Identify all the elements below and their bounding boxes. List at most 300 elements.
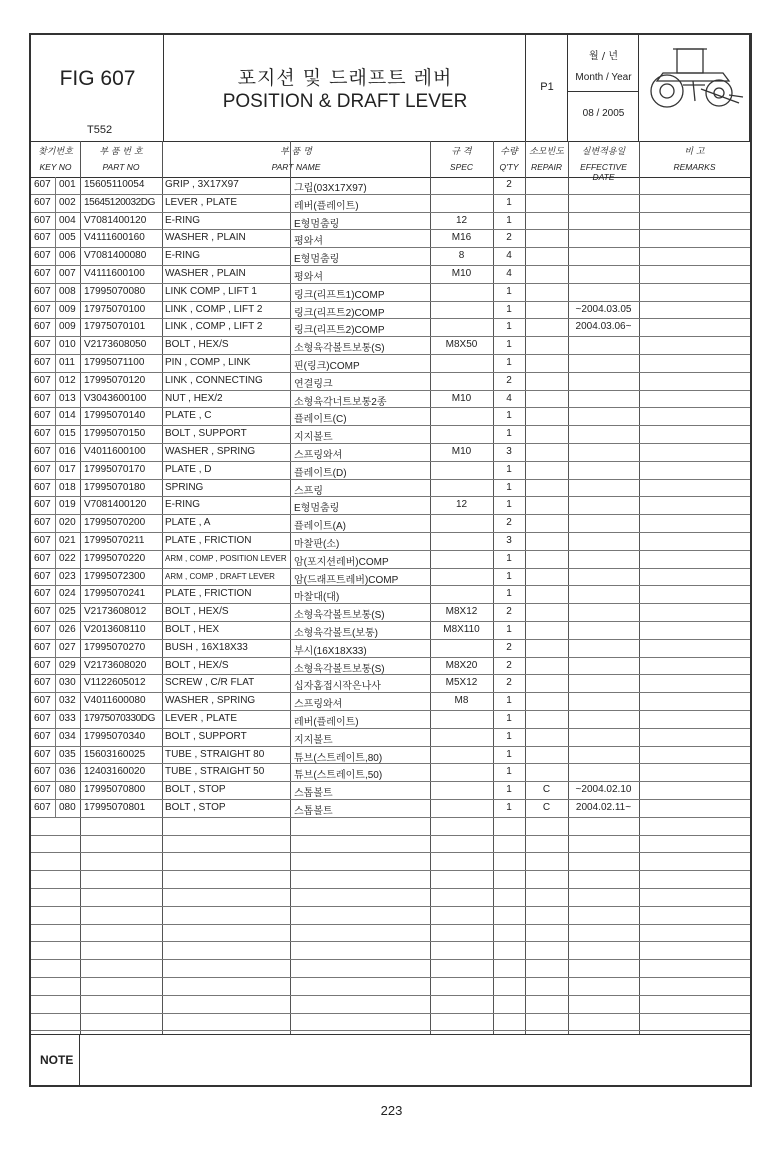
cell-ko: 암(포지션레버)COMP	[294, 556, 389, 568]
cell-name: BOLT , STOP	[165, 784, 226, 796]
cell-ko: 마찰대(대)	[294, 592, 340, 604]
col-eff-ko: 실변적용일	[581, 147, 626, 157]
table-row	[31, 248, 750, 266]
cell-name: TUBE , STRAIGHT 80	[165, 748, 265, 760]
cell-part: 17995072300	[84, 570, 146, 582]
table-row	[31, 711, 750, 729]
cell-name: BUSH , 16X18X33	[165, 641, 248, 653]
fig-number: FIG 607	[59, 67, 136, 90]
table-row	[31, 729, 750, 747]
cell-name: PLATE , FRICTION	[165, 588, 252, 600]
cell-ko: 지지볼트	[294, 734, 333, 746]
table-row	[31, 480, 750, 498]
cell-spec: M10	[451, 268, 472, 279]
empty-row	[31, 996, 750, 1014]
cell-ko: 그립(03X17X97)	[294, 183, 367, 194]
table-row	[31, 213, 750, 231]
cell-key: 005	[59, 232, 76, 244]
cell-key: 022	[59, 552, 76, 564]
cell-part: V2173608012	[84, 606, 147, 618]
cell-key: 001	[59, 179, 76, 190]
cell-key: 027	[59, 641, 76, 653]
table-row	[31, 640, 750, 658]
cell-part: 17995070241	[84, 588, 146, 600]
cell-qty: 1	[506, 695, 512, 707]
cell-fig: 607	[34, 321, 51, 333]
cell-spec: 8	[458, 250, 465, 262]
cell-name: BOLT , SUPPORT	[165, 730, 247, 742]
cell-key: 014	[59, 410, 76, 422]
cell-name: TUBE , STRAIGHT 50	[165, 766, 265, 778]
page-number: 223	[380, 1103, 403, 1118]
cell-key: 004	[59, 214, 76, 226]
cell-key: 024	[59, 588, 76, 600]
cell-name: LINK , CONNECTING	[165, 374, 263, 386]
cell-part: V3043600100	[84, 392, 147, 404]
col-repair-ko: 소모빈도	[529, 147, 564, 157]
cell-name: BOLT , SUPPORT	[165, 428, 247, 440]
cell-qty: 2	[506, 641, 512, 653]
cell-key: 029	[59, 659, 76, 671]
cell-fig: 607	[34, 748, 51, 760]
cell-fig: 607	[34, 374, 51, 386]
cell-qty: 1	[506, 214, 512, 226]
cell-qty: 1	[506, 463, 512, 475]
cell-ko: 평와셔	[294, 272, 323, 283]
empty-row	[31, 836, 750, 854]
cell-part: V4011600100	[84, 446, 146, 457]
cell-name: SCREW , C/R FLAT	[165, 677, 255, 689]
cell-key: 007	[59, 268, 76, 279]
cell-name: WASHER , SPRING	[165, 446, 256, 457]
col-part-en: PART NO	[102, 162, 140, 172]
cell-qty: 4	[506, 268, 512, 279]
cell-part: 17995070200	[84, 517, 146, 529]
title-english: POSITION & DRAFT LEVER	[222, 91, 468, 112]
cell-spec: M8X12	[445, 606, 478, 618]
cell-spec: M8X110	[443, 624, 480, 635]
page-label: P1	[540, 81, 554, 93]
cell-qty: 1	[506, 748, 512, 760]
cell-spec: M10	[451, 392, 472, 404]
col-rem-en: REMARKS	[673, 162, 716, 172]
cell-ko: 레버(플레이트)	[294, 717, 359, 728]
cell-name: BOLT , STOP	[165, 802, 226, 813]
date-label-english: Month / Year	[575, 72, 632, 83]
cell-spec: 12	[455, 214, 468, 226]
cell-fig: 607	[34, 285, 51, 297]
model-code: T552	[87, 124, 113, 136]
cell-part: 17995070140	[84, 410, 146, 422]
cell-key: 009	[59, 321, 76, 333]
cell-ko: 스톱볼트	[294, 806, 333, 817]
cell-part: 17995070220	[84, 552, 146, 564]
title-cell	[164, 35, 526, 141]
cell-key: 010	[59, 339, 76, 351]
date-value: 08 / 2005	[582, 108, 625, 119]
cell-fig: 607	[34, 535, 51, 546]
cell-key: 018	[59, 481, 76, 493]
cell-qty: 1	[506, 499, 512, 511]
table-row	[31, 408, 750, 426]
cell-key: 080	[59, 784, 76, 796]
title-korean: 포지션 및 드래프트 레버	[237, 67, 453, 89]
cell-qty: 2	[506, 179, 512, 190]
table-row	[31, 764, 750, 782]
cell-qty: 2	[506, 606, 512, 618]
cell-key: 020	[59, 517, 76, 529]
cell-part: V2173608020	[84, 659, 147, 671]
col-name-en: PART NAME	[271, 162, 321, 172]
parts-sheet	[29, 33, 752, 1087]
cell-qty: 1	[506, 552, 512, 564]
cell-ko: 소형육각너트보통2종	[294, 396, 387, 408]
cell-qty: 3	[506, 446, 512, 457]
cell-name: LINK COMP , LIFT 1	[165, 285, 257, 297]
cell-eff: 2004.02.11~	[575, 802, 632, 813]
cell-name: LINK , COMP , LIFT 2	[165, 303, 263, 315]
cell-key: 080	[59, 802, 76, 813]
cell-qty: 1	[506, 784, 512, 796]
cell-ko: 튜브(스트레이트,50)	[294, 770, 383, 782]
cell-name: ARM , COMP , POSITION LEVER	[165, 553, 287, 563]
cell-ko: 링크(리프트2)COMP	[294, 325, 385, 337]
cell-spec: M8X20	[445, 659, 478, 671]
cell-name: PIN , COMP , LINK	[165, 357, 251, 368]
cell-spec: 12	[455, 499, 468, 511]
cell-name: LEVER , PLATE	[165, 196, 238, 208]
cell-ko: 플레이트(C)	[294, 414, 347, 426]
cell-qty: 1	[506, 570, 512, 582]
cell-name: BOLT , HEX/S	[165, 659, 229, 671]
cell-part: V7081400120	[84, 499, 147, 511]
cell-ko: 소형육각볼트보통(S)	[294, 663, 385, 675]
table-row	[31, 284, 750, 302]
cell-part: V7081400080	[84, 250, 147, 262]
cell-fig: 607	[34, 624, 51, 635]
note-area	[31, 1034, 750, 1086]
cell-ko: E형멈춤링	[294, 503, 340, 515]
empty-row	[31, 907, 750, 925]
table-row	[31, 373, 750, 391]
cell-qty: 1	[506, 624, 512, 635]
cell-fig: 607	[34, 677, 51, 689]
table-row	[31, 586, 750, 604]
cell-qty: 1	[506, 410, 512, 422]
table-row	[31, 658, 750, 676]
cell-fig: 607	[34, 713, 51, 724]
cell-fig: 607	[34, 802, 51, 813]
empty-row	[31, 960, 750, 978]
cell-qty: 1	[506, 713, 512, 724]
tractor-image-cell	[639, 35, 750, 141]
cell-name: LEVER , PLATE	[165, 713, 238, 724]
cell-qty: 4	[506, 392, 512, 404]
cell-qty: 1	[506, 481, 512, 493]
cell-ko: 플레이트(A)	[294, 521, 346, 533]
cell-ko: 연결링크	[294, 378, 333, 390]
cell-part: 17995070801	[84, 802, 146, 813]
table-row	[31, 497, 750, 515]
cell-fig: 607	[34, 428, 51, 440]
cell-fig: 607	[34, 552, 51, 564]
cell-fig: 607	[34, 517, 51, 529]
cell-name: PLATE , D	[165, 463, 212, 475]
cell-spec: M16	[451, 232, 472, 244]
cell-eff: 2004.03.06~	[575, 321, 632, 333]
empty-row	[31, 853, 750, 871]
cell-part: V7081400120	[84, 214, 147, 226]
cell-qty: 3	[506, 535, 512, 546]
cell-part: V2173608050	[84, 339, 147, 351]
empty-row	[31, 1014, 750, 1032]
cell-key: 006	[59, 250, 76, 262]
cell-ko: 소형육각볼트(보통)	[294, 628, 378, 639]
cell-fig: 607	[34, 695, 51, 707]
table-row	[31, 426, 750, 444]
table-row	[31, 319, 750, 337]
cell-fig: 607	[34, 730, 51, 742]
cell-name: BOLT , HEX/S	[165, 606, 229, 618]
cell-name: WASHER , PLAIN	[165, 268, 246, 279]
col-rem-ko: 비 고	[684, 147, 705, 157]
cell-part: 17995070270	[84, 641, 146, 653]
cell-name: LINK , COMP , LIFT 2	[165, 321, 263, 333]
cell-part: 17995070150	[84, 428, 146, 440]
cell-part: V2013608110	[84, 624, 146, 635]
cell-ko: 소형육각볼트보통(S)	[294, 343, 385, 355]
cell-part: 17995070120	[84, 374, 146, 386]
table-row	[31, 355, 750, 373]
cell-qty: 1	[506, 802, 512, 813]
empty-row	[31, 942, 750, 960]
empty-row	[31, 978, 750, 996]
cell-qty: 2	[506, 659, 512, 671]
cell-fig: 607	[34, 481, 51, 493]
cell-ko: E형멈춤링	[294, 254, 340, 266]
cell-ko: 암(드래프트레버)COMP	[294, 574, 399, 586]
cell-key: 021	[59, 535, 76, 546]
cell-qty: 1	[506, 766, 512, 778]
column-headers	[31, 141, 750, 182]
cell-fig: 607	[34, 784, 51, 796]
cell-ko: 부시(16X18X33)	[294, 645, 367, 657]
table-row	[31, 604, 750, 622]
cell-qty: 2	[506, 517, 512, 529]
cell-fig: 607	[34, 303, 51, 315]
cell-part: 15603160025	[84, 748, 146, 760]
table-row	[31, 551, 750, 569]
cell-name: BOLT , HEX	[165, 624, 220, 635]
cell-key: 034	[59, 730, 76, 742]
col-key-en: KEY NO	[39, 162, 72, 172]
cell-qty: 1	[506, 196, 512, 208]
cell-qty: 1	[506, 339, 512, 351]
cell-ko: 링크(리프트2)COMP	[294, 307, 385, 319]
cell-ko: 튜브(스트레이트,80)	[294, 752, 383, 764]
cell-fig: 607	[34, 392, 51, 404]
cell-ko: E형멈춤링	[294, 218, 340, 230]
table-row	[31, 195, 750, 213]
cell-key: 008	[59, 285, 76, 297]
empty-row	[31, 925, 750, 943]
cell-key: 012	[59, 374, 76, 386]
cell-ko: 소형육각볼트보통(S)	[294, 610, 385, 622]
cell-qty: 1	[506, 730, 512, 742]
cell-ko: 스프링	[294, 485, 323, 497]
table-row	[31, 782, 750, 800]
page-cell	[526, 35, 568, 141]
cell-fig: 607	[34, 410, 51, 422]
cell-qty: 2	[506, 677, 512, 689]
cell-fig: 607	[34, 499, 51, 511]
cell-spec: M8	[454, 695, 469, 707]
cell-ko: 핀(링크)COMP	[294, 361, 360, 372]
cell-part: 17975070100	[84, 303, 146, 315]
cell-fig: 607	[34, 357, 51, 368]
cell-key: 015	[59, 428, 76, 440]
cell-key: 025	[59, 606, 76, 618]
table-row	[31, 622, 750, 640]
cell-qty: 1	[506, 588, 512, 600]
cell-fig: 607	[34, 588, 51, 600]
cell-fig: 607	[34, 606, 51, 618]
col-key-ko: 찾기번호	[38, 147, 73, 157]
cell-name: E-RING	[165, 499, 200, 511]
cell-fig: 607	[34, 250, 51, 262]
table-row	[31, 675, 750, 693]
cell-spec: M10	[451, 446, 472, 457]
col-spec-ko: 규 격	[451, 147, 472, 157]
table-row	[31, 462, 750, 480]
cell-ko: 레버(플레이트)	[294, 200, 359, 212]
cell-part: 17995070340	[84, 730, 146, 742]
cell-fig: 607	[34, 659, 51, 671]
cell-name: PLATE , A	[165, 517, 211, 529]
cell-fig: 607	[34, 232, 51, 244]
cell-spec: M5X12	[445, 677, 478, 689]
cell-part: 17995070211	[84, 535, 145, 546]
tractor-rear-view-icon	[643, 43, 747, 115]
cell-repair: C	[542, 784, 551, 796]
table-row	[31, 569, 750, 587]
cell-ko: 스프링와셔	[294, 699, 343, 711]
empty-row	[31, 818, 750, 836]
cell-part: 17995070080	[84, 285, 146, 297]
cell-qty: 1	[506, 321, 512, 333]
note-label: NOTE	[40, 1053, 74, 1067]
cell-name: SPRING	[165, 481, 204, 493]
date-label-korean: 월 / 년	[588, 51, 619, 62]
cell-fig: 607	[34, 179, 51, 190]
cell-eff: ~2004.03.05	[575, 303, 632, 315]
table-row	[31, 693, 750, 711]
col-eff-en: EFFECTIVE DATE	[580, 162, 627, 182]
cell-key: 035	[59, 748, 76, 760]
cell-key: 017	[59, 463, 76, 475]
cell-part: V4111600160	[84, 232, 145, 244]
cell-qty: 2	[506, 374, 512, 386]
cell-ko: 스프링와셔	[294, 450, 343, 461]
cell-ko: 지지볼트	[294, 432, 333, 444]
cell-fig: 607	[34, 766, 51, 778]
cell-fig: 607	[34, 641, 51, 653]
cell-ko: 마찰판(소)	[294, 539, 340, 550]
col-qty-ko: 수량	[500, 147, 518, 157]
cell-qty: 2	[506, 232, 512, 244]
cell-key: 032	[59, 695, 76, 707]
table-row	[31, 533, 750, 551]
cell-name: NUT , HEX/2	[165, 392, 223, 404]
cell-fig: 607	[34, 570, 51, 582]
cell-key: 023	[59, 570, 76, 582]
cell-fig: 607	[34, 214, 51, 226]
cell-part: V4111600100	[84, 268, 145, 279]
table-row	[31, 444, 750, 462]
cell-part: 17975070101	[84, 321, 146, 333]
cell-part: 15645120032DG	[84, 196, 155, 208]
cell-ko: 링크(리프트1)COMP	[294, 289, 385, 301]
table-row	[31, 266, 750, 284]
cell-fig: 607	[34, 463, 51, 475]
cell-ko: 플레이트(D)	[294, 467, 347, 479]
cell-part: 15605110054	[84, 179, 145, 190]
cell-key: 019	[59, 499, 76, 511]
cell-name: WASHER , SPRING	[165, 695, 256, 707]
cell-fig: 607	[34, 339, 51, 351]
cell-name: GRIP , 3X17X97	[165, 179, 239, 190]
empty-row	[31, 871, 750, 889]
cell-fig: 607	[34, 268, 51, 279]
col-part-ko: 부 품 번 호	[99, 147, 143, 157]
cell-part: 17995071100	[84, 357, 145, 368]
cell-name: BOLT , HEX/S	[165, 339, 229, 351]
cell-key: 033	[59, 713, 76, 724]
cell-name: WASHER , PLAIN	[165, 232, 246, 244]
cell-part: 17995070800	[84, 784, 146, 796]
fig-cell	[31, 35, 164, 141]
cell-qty: 1	[506, 303, 512, 315]
table-row	[31, 391, 750, 409]
col-qty-en: Q'TY	[499, 162, 519, 172]
date-cell	[568, 35, 639, 141]
col-repair-en: REPAIR	[530, 162, 563, 172]
cell-ko: 스톱볼트	[294, 788, 333, 800]
cell-name: PLATE , FRICTION	[165, 535, 252, 546]
cell-part: V1122605012	[84, 677, 146, 689]
cell-key: 016	[59, 446, 76, 457]
cell-key: 011	[59, 357, 75, 368]
table-row	[31, 800, 750, 818]
cell-part: 17995070170	[84, 463, 146, 475]
cell-key: 002	[59, 196, 76, 208]
cell-fig: 607	[34, 446, 51, 457]
cell-qty: 4	[506, 250, 512, 262]
table-row	[31, 177, 750, 195]
cell-name: E-RING	[165, 250, 200, 262]
cell-qty: 1	[506, 357, 512, 368]
table-row	[31, 230, 750, 248]
table-row	[31, 302, 750, 320]
table-row	[31, 515, 750, 533]
header	[31, 35, 750, 142]
cell-name: E-RING	[165, 214, 200, 226]
cell-part: 17975070330DG	[84, 713, 155, 724]
cell-key: 009	[59, 303, 76, 315]
cell-key: 013	[59, 392, 76, 404]
table-row	[31, 747, 750, 765]
cell-part: V4011600080	[84, 695, 146, 707]
